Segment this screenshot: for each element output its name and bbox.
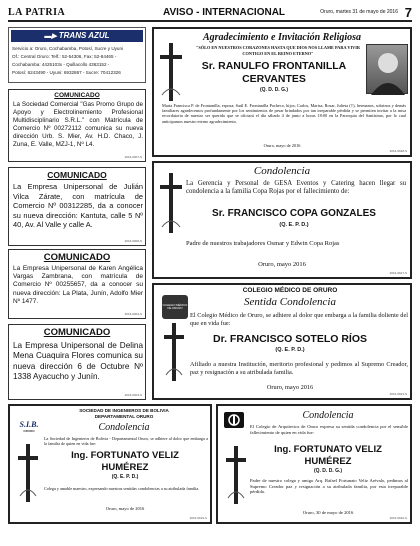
ad4-body: Colega y amable maestro, expresando nuestras sentidas condolencias a su atribulada familia. [44, 486, 200, 491]
comunicado-2 [8, 167, 146, 246]
ad5-date: Oruro, 30 de mayo de 2016 [302, 510, 354, 515]
comunicado-3-title: COMUNICADO [43, 252, 111, 263]
ad2-intro: La Gerencia y Personal de GESA Eventos y Catering hacen llegar su condolencia a la familia Copa Rojas por el fallecimiento de: [186, 180, 406, 196]
sib-logo: S.I.B. ORURO [14, 420, 44, 440]
comunicado-1 [8, 89, 146, 162]
ad4-name-line-1: Ing. FORTUNATO VELIZ [71, 450, 179, 461]
comunicado-4-code: 2016-0003-S [124, 393, 142, 397]
cross-icon [18, 444, 38, 502]
ad1-quote: "SÓLO EN NUESTROS CORAZONES HASTA QUE DIOS NOS LLAME PARA VIVIR CONTIGO EN EL REINO ETERNO" [195, 45, 361, 56]
ad5-heading: Condolencia [302, 410, 354, 421]
comunicado-3 [8, 249, 146, 319]
ad1-date: Oruro, mayo de 2016 [263, 143, 301, 148]
newspaper-name: LA PATRIA [8, 7, 66, 18]
ad3-org: COLEGIO MÉDICO DE ORURO [242, 287, 338, 294]
ad5-name-line-1: Ing. FORTUNATO VELIZ [274, 444, 382, 455]
section-title: AVISO - INTERNACIONAL [163, 7, 286, 18]
comunicado-1-code: 2016-0007-S [124, 155, 142, 159]
sib-condolencia-ad [8, 404, 212, 524]
dateline: Oruro, martes 31 de mayo de 2016 [320, 9, 398, 15]
trans-line-1: Servicio a: Oruro, Cochabamba, Potosí, Sucre y Uyuni [12, 46, 124, 51]
ad3-name: Dr. FRANCISCO SOTELO RÍOS [212, 333, 367, 345]
ad3-body: Afiliado a nuestra Institución, meritorio profesional y pedimos al Supremo Creador, paz y resignación a su atribulada familia. [190, 361, 408, 376]
ad4-org-1: SOCIEDAD DE INGENIEROS DE BOLIVIA [79, 408, 169, 413]
comunicado-3-code: 2016-0004-S [124, 312, 142, 316]
ad1-name-line-1: Sr. RANULFO FRONTANILLA [201, 60, 347, 72]
sib-logo-sub: ORURO [23, 429, 35, 433]
ad4-qepd: (Q. E. P. D.) [111, 474, 139, 480]
colegio-medico-ad [152, 283, 412, 400]
page-header [8, 6, 412, 22]
ad3-code: 2016-0623-S [389, 392, 407, 396]
comunicado-2-code: 2016-0006-S [124, 239, 142, 243]
ad3-intro: El Colegio Médico de Oruro, se adhiere al dolor que embarga a la familia doliente del que en vida fue: [190, 312, 408, 327]
ad4-code: 2016-0619-S [189, 516, 207, 520]
comunicado-3-text: La Empresa Unipersonal de Karen Angélica Vargas Zambrana, con matrícula de Comercio Nº 00255657, da a conocer su nueva dirección: La Plata, Junín, Adolfo Mier Nº 1477. [13, 265, 143, 305]
ad4-intro: La Sociedad de Ingenieros de Bolivia - Departamental Oruro, se adhiere al dolor que embarga a la familia de quien en vida fue: [44, 436, 208, 447]
comunicado-4-title: COMUNICADO [43, 327, 111, 338]
ad2-heading: Condolencia [253, 165, 311, 177]
ad4-name-line-2: HUMÉREZ [101, 462, 149, 473]
ad1-name-line-2: CERVANTES [242, 73, 306, 85]
ad5-code: 2016-0620-S [389, 516, 407, 520]
trans-line-4: Potosí: 6243490 - Uyuni: 6932867 - Sucre: 70412326 [12, 70, 121, 75]
ad1-heading: Agradecimiento e Invitación Religiosa [202, 32, 362, 43]
trans-azul-logo: ▬▶ TRANS AZUL [11, 30, 143, 42]
medical-college-logo: COLEGIO MÉDICO DE ORURO [162, 295, 188, 319]
comunicado-4-text: La Empresa Unipersonal de Delina Mena Cuaquira Flores comunica su nueva dirección 6 de Octubre Nº 1338 Ayacucho y Junín. [13, 341, 143, 382]
ad2-parents: Padre de nuestros trabajadores Osmar y Edwin Copa Rojas [186, 240, 340, 247]
portrait-photo [366, 44, 408, 94]
ad1-code: 2016-0628-S [389, 149, 407, 153]
comunicado-1-title: COMUNICADO [54, 92, 100, 99]
ad1-qdg: (Q. D. D. G.) [259, 87, 289, 93]
gesa-condolencia-ad [152, 161, 412, 279]
ad2-qepd: (Q. E. P. D.) [279, 222, 309, 228]
ad3-date: Oruro, mayo 2016 [266, 384, 314, 391]
ad2-code: 2016-0627-S [389, 271, 407, 275]
cross-icon [160, 173, 182, 233]
ad4-date: Oruro, mayo de 2016 [105, 506, 145, 511]
ad5-name-line-2: HUMÉREZ [304, 456, 352, 467]
ad3-qepd: (Q. E. P. D.) [275, 347, 305, 353]
comunicado-2-text: La Empresa Unipersonal de Julián Vilca Zárate, con matrícula de Comercio Nº 00312285, da a conocer su nueva dirección: Kantuta, calle 5 Nº 40, Av. Al Valle y calle A. [13, 182, 143, 230]
cross-icon [226, 446, 246, 504]
ad5-qdg: (Q. D. D. G.) [313, 468, 343, 474]
trans-azul-ad [8, 27, 146, 83]
architects-logo [224, 412, 244, 428]
trans-line-3: Cochabamba: 4425103x - Quillacollo 4363152 - [12, 62, 110, 67]
ad4-heading: Condolencia [98, 422, 150, 433]
cross-icon [160, 43, 182, 101]
ad4-org-2: DEPARTAMENTAL ORURO [94, 414, 154, 419]
comunicado-4 [8, 324, 146, 400]
ad2-name: Sr. FRANCISCO COPA GONZALES [212, 208, 376, 219]
ad3-heading: Sentida Condolencia [244, 296, 336, 308]
trans-line-2: Of.: Central Oruro: Telf.: 52-54306, Fax: 52-84465 - [12, 54, 117, 59]
page-number: 7 [404, 5, 412, 20]
bus-icon: ▬▶ [44, 33, 59, 40]
arquitectos-condolencia-ad [216, 404, 412, 524]
cross-icon [164, 323, 184, 381]
ad1-body: Marta Francisca P. de Frontanilla, esposa; Saúl E. Frontanilla Pacheco, hijos; Carlos, Marisa, Rosar, Julieta (†), hermanos, sobrinos y demás familiares agradecemos profundamente por los sentimientos de pesar brindados por tan irreparable pérdida y se permiten invitar a la misa recordatoria de nuestro ser querido que se oficiará el día sábado 4 de junio a horas 18:00 en la Parroquia del Santísimo, por lo cual anticipamos nuestro eterno agradecimiento. [162, 103, 406, 124]
ad5-body: Padre de nuestro colega y amigo Arq. Rafael Fortunato Veliz Arévalo, pedimos al Supremo Creador paz y resignación a su atribulada familia, por esta irreparable pérdida. [250, 478, 408, 495]
comunicado-1-text: La Sociedad Comercial "Gas Promo Grupo de Apoyo y Electrolinemiento Profesional Multidisciplinario S.R.L." con Matrícula de Comercio Nº 00272112 comunica su nueva dirección Urb. S. Mier, Av. H.D. Chaco, J. Zuna, E. Valle, MZJ-1, Nº L4. [13, 101, 143, 148]
agradecimiento-ad [152, 27, 412, 157]
comunicado-2-title: COMUNICADO [47, 170, 107, 180]
ad5-intro: El Colegio de Arquitectos de Oruro expresa su sentida condolencia por el sensible fallecimiento de quien en vida fue: [250, 424, 408, 435]
ad2-date: Oruro, mayo 2016 [258, 261, 306, 268]
